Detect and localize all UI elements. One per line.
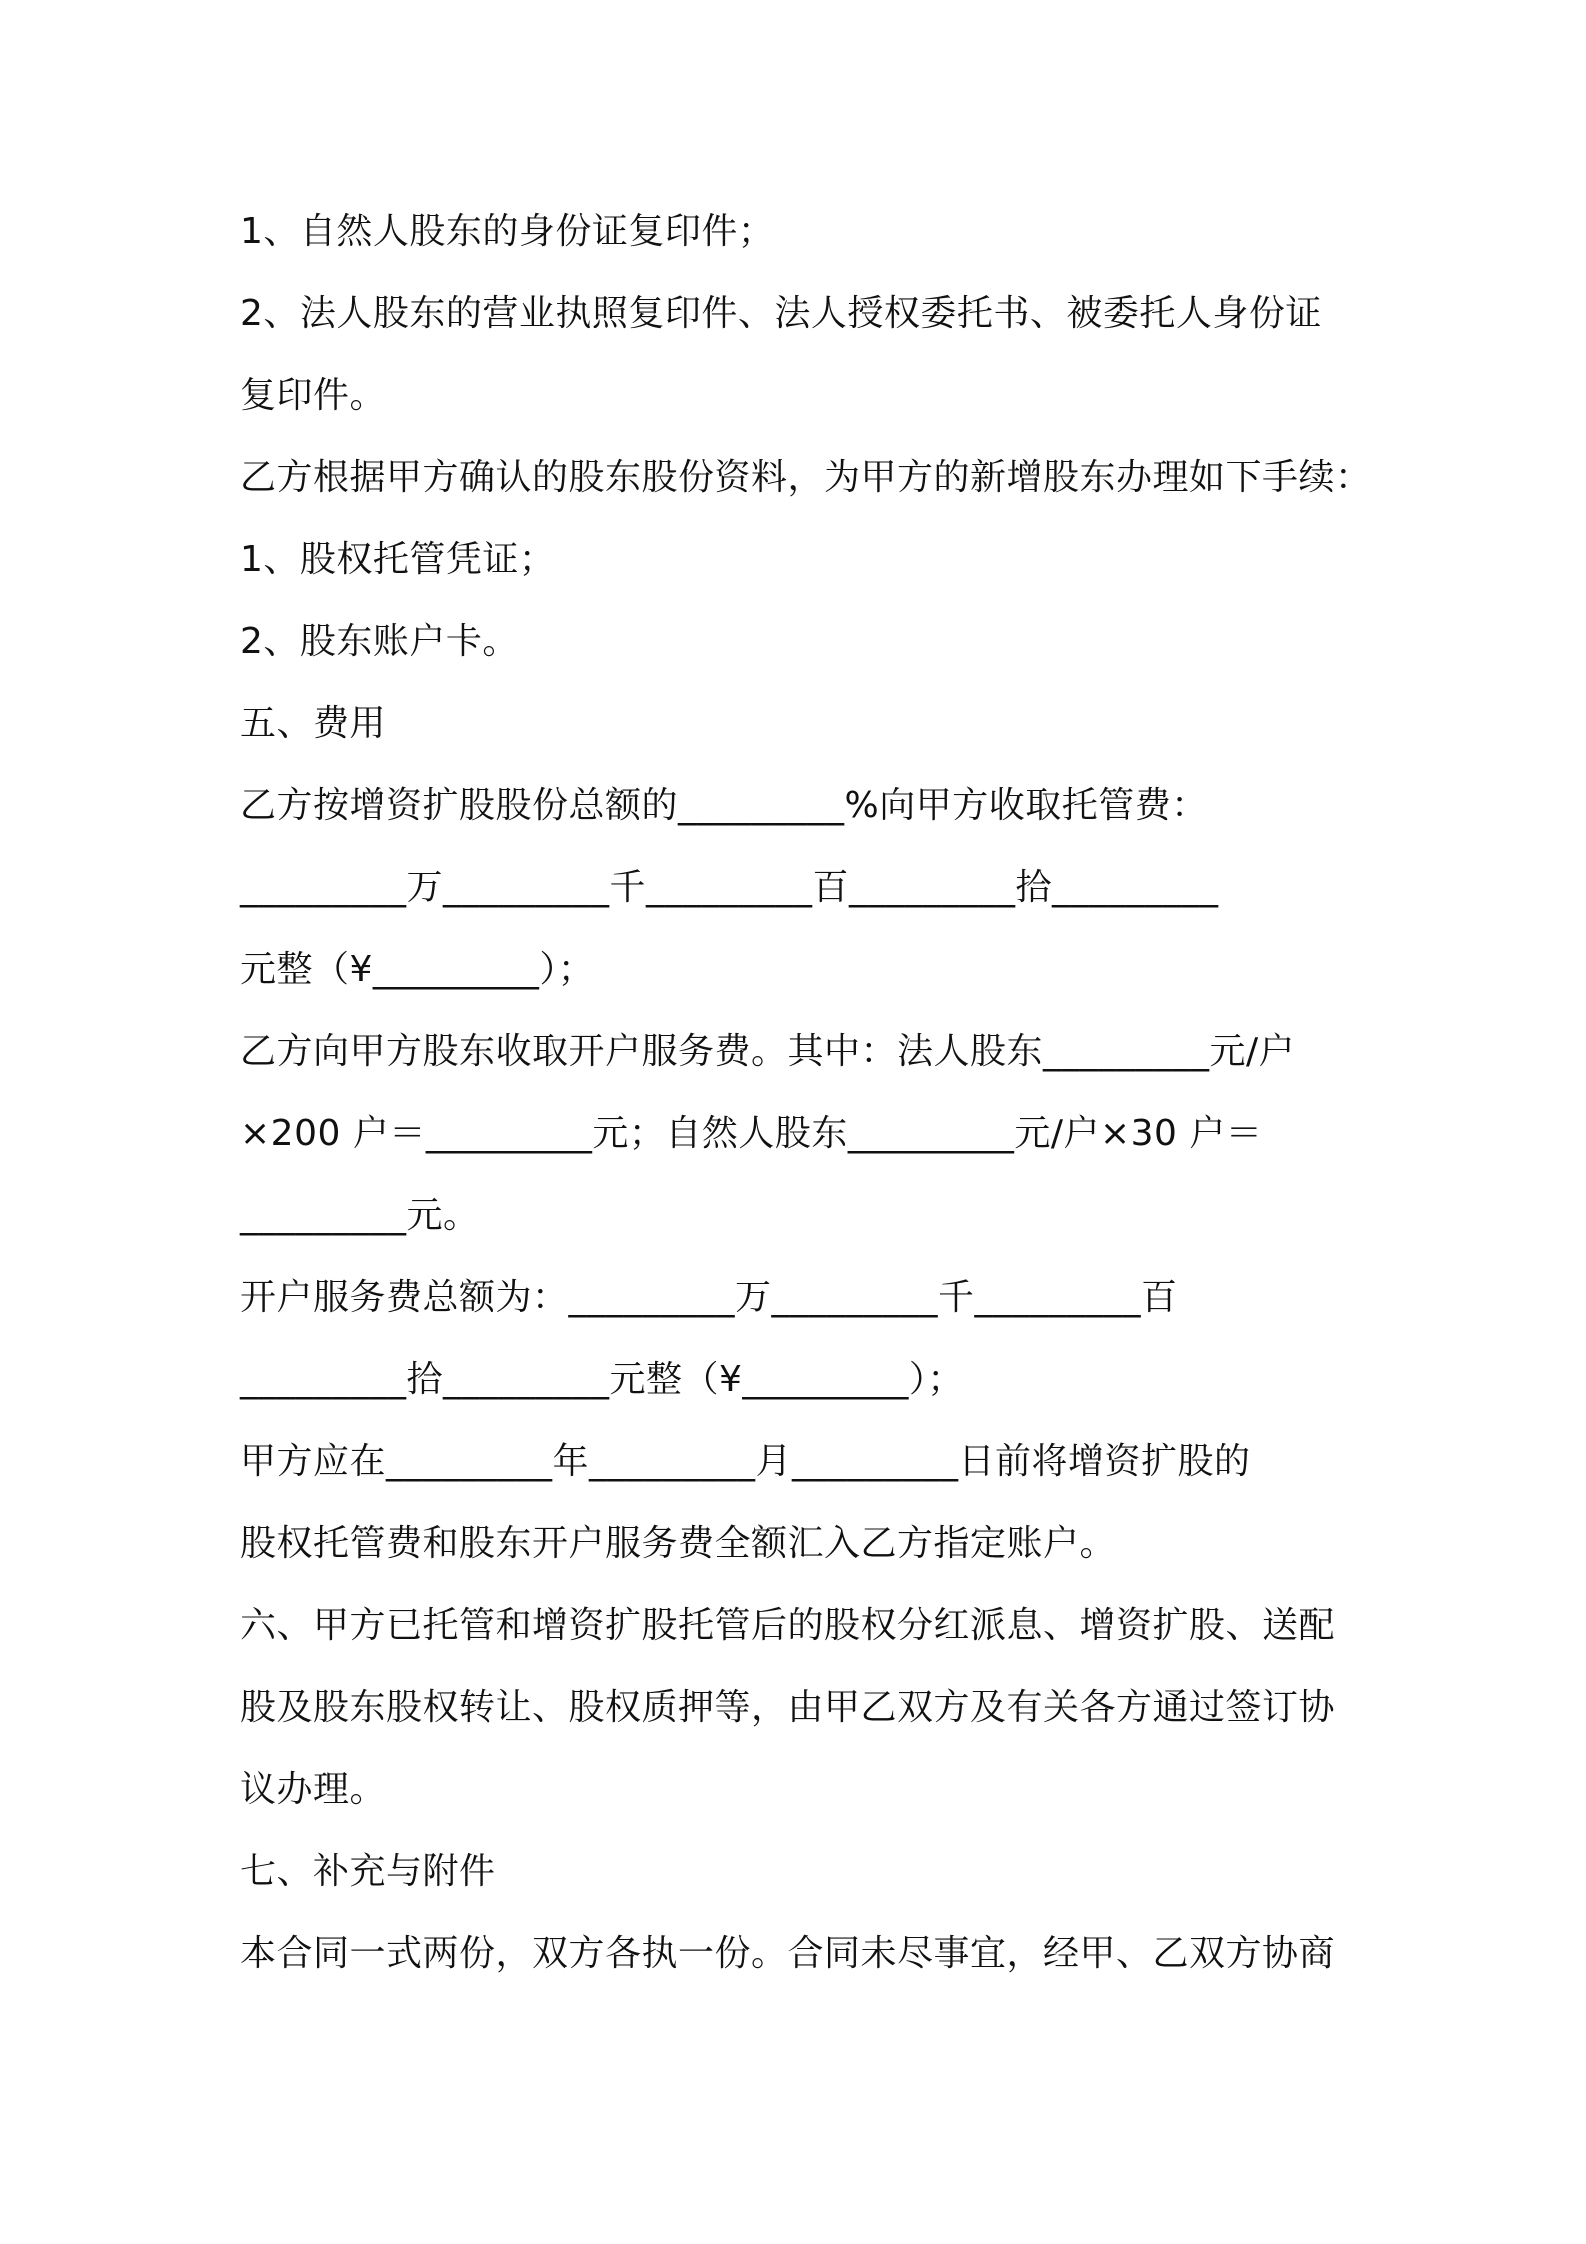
- text-line: 2、股东账户卡。: [240, 621, 519, 662]
- text-line: 2、法人股东的营业执照复印件、法人授权委托书、被委托人身份证: [240, 293, 1322, 334]
- section-heading: 五、费用: [240, 703, 387, 744]
- text-line: _________元。: [240, 1195, 480, 1236]
- text-line: 元整（¥_________）；: [240, 949, 595, 990]
- text-line: ×200 户＝_________元；自然人股东_________元/户×30 户＝: [240, 1113, 1263, 1154]
- text-line: 本合同一式两份，双方各执一份。合同未尽事宜，经甲、乙双方协商: [240, 1933, 1336, 1974]
- text-line: 1、股权托管凭证；: [240, 539, 556, 580]
- section-heading: 七、补充与附件: [240, 1851, 496, 1892]
- text-line: 乙方向甲方股东收取开户服务费。其中：法人股东_________元/户: [240, 1031, 1296, 1072]
- text-line: 甲方应在_________年_________月_________日前将增资扩股的: [240, 1441, 1251, 1482]
- text-line: 乙方根据甲方确认的股东股份资料，为甲方的新增股东办理如下手续：: [240, 457, 1372, 498]
- text-line: 议办理。: [240, 1769, 387, 1810]
- text-line: 1、自然人股东的身份证复印件；: [240, 211, 775, 252]
- text-line: _________万_________千_________百_________拾_________: [240, 867, 1219, 908]
- text-line: 开户服务费总额为：_________万_________千_________百: [240, 1277, 1178, 1318]
- text-line: 股权托管费和股东开户服务费全额汇入乙方指定账户。: [240, 1523, 1117, 1564]
- text-line: 六、甲方已托管和增资扩股托管后的股权分红派息、增资扩股、送配: [240, 1605, 1336, 1646]
- text-line: 股及股东股权转让、股权质押等，由甲乙双方及有关各方通过签订协: [240, 1687, 1336, 1728]
- text-line: _________拾_________元整（¥_________）；: [240, 1359, 964, 1400]
- text-line: 乙方按增资扩股股份总额的_________%向甲方收取托管费：: [240, 785, 1208, 826]
- text-line: 复印件。: [240, 375, 387, 416]
